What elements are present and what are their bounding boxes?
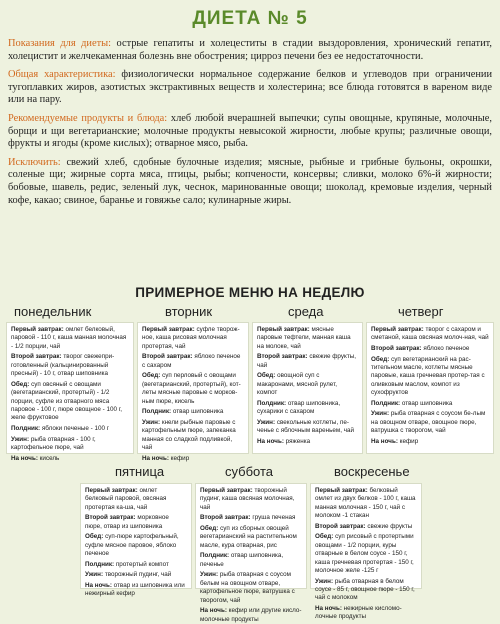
meal-line — [85, 561, 187, 569]
meal-text: нежирные кисломо-лочные продукты — [315, 605, 402, 621]
meal-text: свекольные котлеты, пе-ченье с яблочным вареньем, чай — [257, 418, 355, 435]
paragraph-lead: Исключить: — [8, 156, 61, 168]
day-menu-card-sunday — [310, 483, 422, 621]
meal-line — [11, 436, 129, 453]
meal-line — [257, 353, 358, 370]
meal-label: Первый завтрак: — [200, 487, 253, 494]
meal-line — [257, 372, 358, 397]
meal-line — [85, 487, 187, 512]
page-title: ДИЕТА № 5 — [192, 8, 308, 29]
meal-text: рыба отварная с соусом бе-лым на овощном отваре, овощное пюре, ватрушка с творогом, чай — [371, 410, 486, 435]
meal-line — [315, 578, 417, 603]
day-menu-card-tuesday — [137, 322, 249, 462]
meal-line — [315, 605, 417, 622]
meal-label: Первый завтрак: — [371, 326, 424, 333]
meal-line — [142, 455, 244, 463]
paragraph-lead: Рекомендуемые продукты и блюда: — [8, 112, 168, 124]
meal-label: Ужин: — [315, 577, 334, 585]
meal-text: отвар из шиповника или нежирный кефир — [85, 582, 185, 598]
day-menu-card-monday — [6, 322, 134, 462]
meal-label: Второй завтрак: — [200, 514, 251, 522]
meal-line — [371, 400, 489, 408]
day-label-friday: пятница — [115, 464, 165, 479]
meal-line — [142, 408, 244, 416]
meal-text: кефир — [397, 437, 419, 445]
meal-text: творожный пудинг, чай — [103, 571, 172, 579]
meal-label: Обед: — [257, 372, 276, 380]
meal-label: Первый завтрак: — [85, 487, 138, 494]
meal-text: яблоки печеные - 100 г — [40, 425, 110, 433]
paragraph-text: острые гепатиты и холецеститы в стадии выздоровления, хронический гепатит, холецистит и желчекаменная болезнь вне обострения; цирроз печени без ее недостаточности. — [8, 38, 492, 62]
paragraph-lead: Показания для диеты: — [8, 38, 111, 49]
recommended-paragraph — [8, 113, 492, 151]
meal-label: На ночь: — [257, 437, 284, 445]
meal-line — [11, 425, 129, 433]
meal-text: суп овсяный с овощами (вегетарианский, протертый) - 1/2 порции, суфле из отварного мяса паровое - 100 г, пюре овощное - 100 г, желе фруктовое — [11, 380, 123, 422]
day-menu-card-saturday — [195, 483, 307, 623]
day-menu-card-friday — [80, 483, 192, 598]
meal-line — [85, 514, 187, 531]
meal-text: отвар шиповника, сухарики с сахаром — [257, 399, 341, 416]
meal-text: белковый омлет из двух белков - 100 г, каша манная молочная - 150 г, чай с молоком -1 стакан — [315, 487, 416, 520]
meal-label: Полдник: — [85, 560, 115, 568]
meal-label: Второй завтрак: — [11, 353, 62, 361]
meal-line — [85, 533, 187, 558]
meal-line — [11, 381, 129, 423]
meal-text: кефир или другие кисло-молочные продукты — [200, 607, 302, 623]
meal-text: свежие фрукты, чай — [257, 353, 356, 369]
meal-line — [200, 552, 302, 569]
day-label-monday: понедельник — [14, 304, 92, 319]
meal-line — [200, 487, 302, 512]
day-label-tuesday: вторник — [165, 304, 213, 319]
meal-line — [200, 514, 302, 522]
day-menu-card-thursday — [366, 322, 494, 454]
meal-text: протертый компот — [114, 560, 169, 568]
meal-text: яблоко печеное — [421, 345, 470, 352]
meal-line — [142, 419, 244, 453]
meal-label: На ночь: — [315, 605, 342, 613]
meal-label: На ночь: — [85, 582, 112, 589]
meal-line — [371, 326, 489, 343]
meal-label: Ужин: — [371, 410, 390, 418]
diet-description — [8, 38, 492, 213]
meal-label: Обед: — [371, 355, 390, 363]
meal-line — [371, 345, 489, 353]
meal-text: суфле творож-ное, каша рисовая молочная протертая, чай — [142, 326, 240, 350]
meal-line — [11, 326, 129, 351]
meal-line — [315, 533, 417, 575]
meal-label: На ночь: — [11, 454, 38, 462]
meal-label: Полдник: — [11, 425, 41, 433]
day-label-sunday: воскресенье — [334, 464, 410, 479]
meal-text: рыба отварная - 100 г, картофельное пюре, чай — [11, 435, 96, 452]
meal-label: Полдник: — [200, 552, 230, 560]
meal-label: Первый завтрак: — [142, 326, 195, 333]
meal-text: омлет белковый, паровой - 110 г, каша манная молочная - 1/2 порции, чай — [11, 326, 127, 350]
meal-label: Ужин: — [257, 418, 276, 426]
paragraph-text: свежий хлеб, сдобные булочные изделия; мясные, рыбные и грибные бульоны, окрошки, соленые щи; жирные сорта мяса, птицы, рыбы; копчености, консервы; сливки, молоко 6%-й жирности; бобовые, шавель, редис, зеленый лук, чеснок, маринованные овощи; шоколад, кремовые изделия, черный кофе, какао; свиное, баранье и говяжье сало; кулинарные жиры. — [8, 156, 492, 206]
meal-label: Обед: — [200, 525, 219, 532]
meal-text: свежие фрукты — [365, 522, 413, 530]
paragraph-text: хлеб любой вчерашней выпечки; супы овощные, крупяные, молочные, борщи и щи вегетарианские; молочные продукты невысокой жирности, любые крупы; различные овощи, фрукты и ягоды (кроме кислых); отварное мясо, рыба. — [8, 112, 492, 150]
meal-line — [142, 372, 244, 406]
meal-line — [200, 571, 302, 605]
meal-label: Первый завтрак: — [11, 326, 64, 333]
meal-line — [371, 356, 489, 398]
meal-text: суп рисовый с протертыми овощами - 1/2 порции, куры отварные в белом соусе - 150 г, каша гречневая протертая - 150 г, молочное желе -125 г — [315, 533, 414, 575]
meal-text: груша печеная — [250, 514, 296, 522]
meal-text: отвар шиповника — [400, 399, 453, 407]
meal-text: кефир — [168, 454, 190, 462]
meal-label: Ужин: — [11, 435, 30, 443]
meal-text: овощной суп с макаронами, мясной рулет, компот — [257, 372, 338, 397]
meal-line — [142, 326, 244, 351]
meal-label: На ночь: — [142, 454, 169, 462]
meal-label: На ночь: — [200, 607, 227, 615]
meal-line — [11, 455, 129, 463]
characteristics-paragraph — [8, 69, 492, 107]
meal-text: морковное пюре, отвар из шиповника — [85, 514, 169, 530]
meal-text: рыба отварная в белом соусе - 85 г, овощное пюре - 150 г, чай с молоком — [315, 577, 415, 602]
meal-line — [257, 438, 358, 446]
meal-text: творог с сахаром и сметаной, каша овсяная молоч-ная, чай — [371, 326, 489, 342]
meal-text: омлет белковый паровой, овсяная протертая ка-ша, чай — [85, 487, 167, 511]
meal-text: ряженка — [283, 437, 311, 445]
meal-text: кнели рыбные паровые с картофельным пюре, запеканка манная со сладкой подливкой, чай — [142, 418, 236, 452]
meal-text: творожный пудинг, каша овсяная молочная, чай — [200, 487, 295, 511]
meal-line — [142, 353, 244, 370]
meal-label: Второй завтрак: — [142, 353, 193, 361]
meal-label: Второй завтрак: — [85, 514, 136, 522]
meal-line — [371, 438, 489, 446]
day-label-wednesday: среда — [288, 304, 324, 319]
meal-label: Полдник: — [257, 399, 287, 407]
meal-label: Первый завтрак: — [257, 326, 310, 333]
meal-label: Обед: — [315, 533, 334, 541]
meal-label: Второй завтрак: — [371, 345, 422, 352]
meal-line — [85, 571, 187, 579]
meal-text: яблоко печеное с сахаром — [142, 353, 241, 369]
meal-text: отвар шиповника, печенье — [200, 552, 284, 568]
meal-text: суп перловый с овощами (вегетарианский, протертый), кот-леты мясные паровые с морков-ным пюре, кисель — [142, 372, 241, 405]
meal-line — [200, 607, 302, 624]
meal-label: Ужин: — [200, 571, 219, 579]
meal-line — [85, 582, 187, 599]
meal-label: Обед: — [142, 372, 161, 380]
meal-text: кисель — [37, 454, 60, 462]
meal-label: Первый завтрак: — [315, 487, 368, 494]
meal-line — [257, 400, 358, 417]
indications-paragraph — [8, 38, 492, 63]
paragraph-lead: Общая характеристика: — [8, 69, 116, 81]
meal-text: суп из сборных овощей вегетарианский на растительном масле, кура отварная, рис — [200, 525, 297, 549]
meal-text: творог свежепри-готовленный (кальцинированный пресный) - 10 г, отвар шиповника — [11, 353, 115, 378]
weekly-menu-heading: ПРИМЕРНОЕ МЕНЮ НА НЕДЕЛЮ — [135, 285, 365, 300]
meal-line — [11, 353, 129, 378]
meal-label: Обед: — [11, 380, 30, 388]
meal-text: отвар шиповника — [171, 408, 224, 416]
paragraph-text: физиологически нормальное содержание белков и углеводов при ограничении тугоплавких жиров, азотистых экстрактивных веществ и холестерина; все блюда готовятся в вареном виде или на пару. — [8, 69, 493, 106]
meal-text: суп вегетарианский на рас-тительном масле, котлеты мясные паровые, каша гречневая протер-тая с оливковым маслом, компот из сухофруктов — [371, 355, 485, 397]
meal-line — [200, 525, 302, 550]
meal-label: На ночь: — [371, 437, 398, 445]
meal-label: Ужин: — [142, 418, 161, 426]
meal-label: Второй завтрак: — [257, 353, 308, 361]
meal-line — [315, 487, 417, 521]
meal-line — [315, 523, 417, 531]
meal-line — [257, 326, 358, 351]
meal-text: рыба отварная с соусом белым на овощном отваре, картофельное пюре, ватрушка с творогом, чай — [200, 571, 295, 604]
meal-label: Обед: — [85, 533, 104, 541]
meal-label: Полдник: — [371, 399, 401, 407]
excluded-paragraph — [8, 157, 492, 207]
meal-label: Второй завтрак: — [315, 522, 366, 530]
day-label-thursday: четверг — [398, 304, 444, 319]
meal-line — [371, 410, 489, 435]
meal-label: Ужин: — [85, 571, 104, 579]
day-label-saturday: суббота — [225, 464, 274, 479]
meal-label: Полдник: — [142, 408, 172, 416]
meal-line — [257, 419, 358, 436]
day-menu-card-wednesday — [252, 322, 363, 454]
meal-text: суп-пюре картофельный, суфле мясное паровое, яблоко печеное — [85, 533, 179, 558]
meal-text: мясные паровые тефтели, манная каша на молоке, чай — [257, 326, 351, 350]
